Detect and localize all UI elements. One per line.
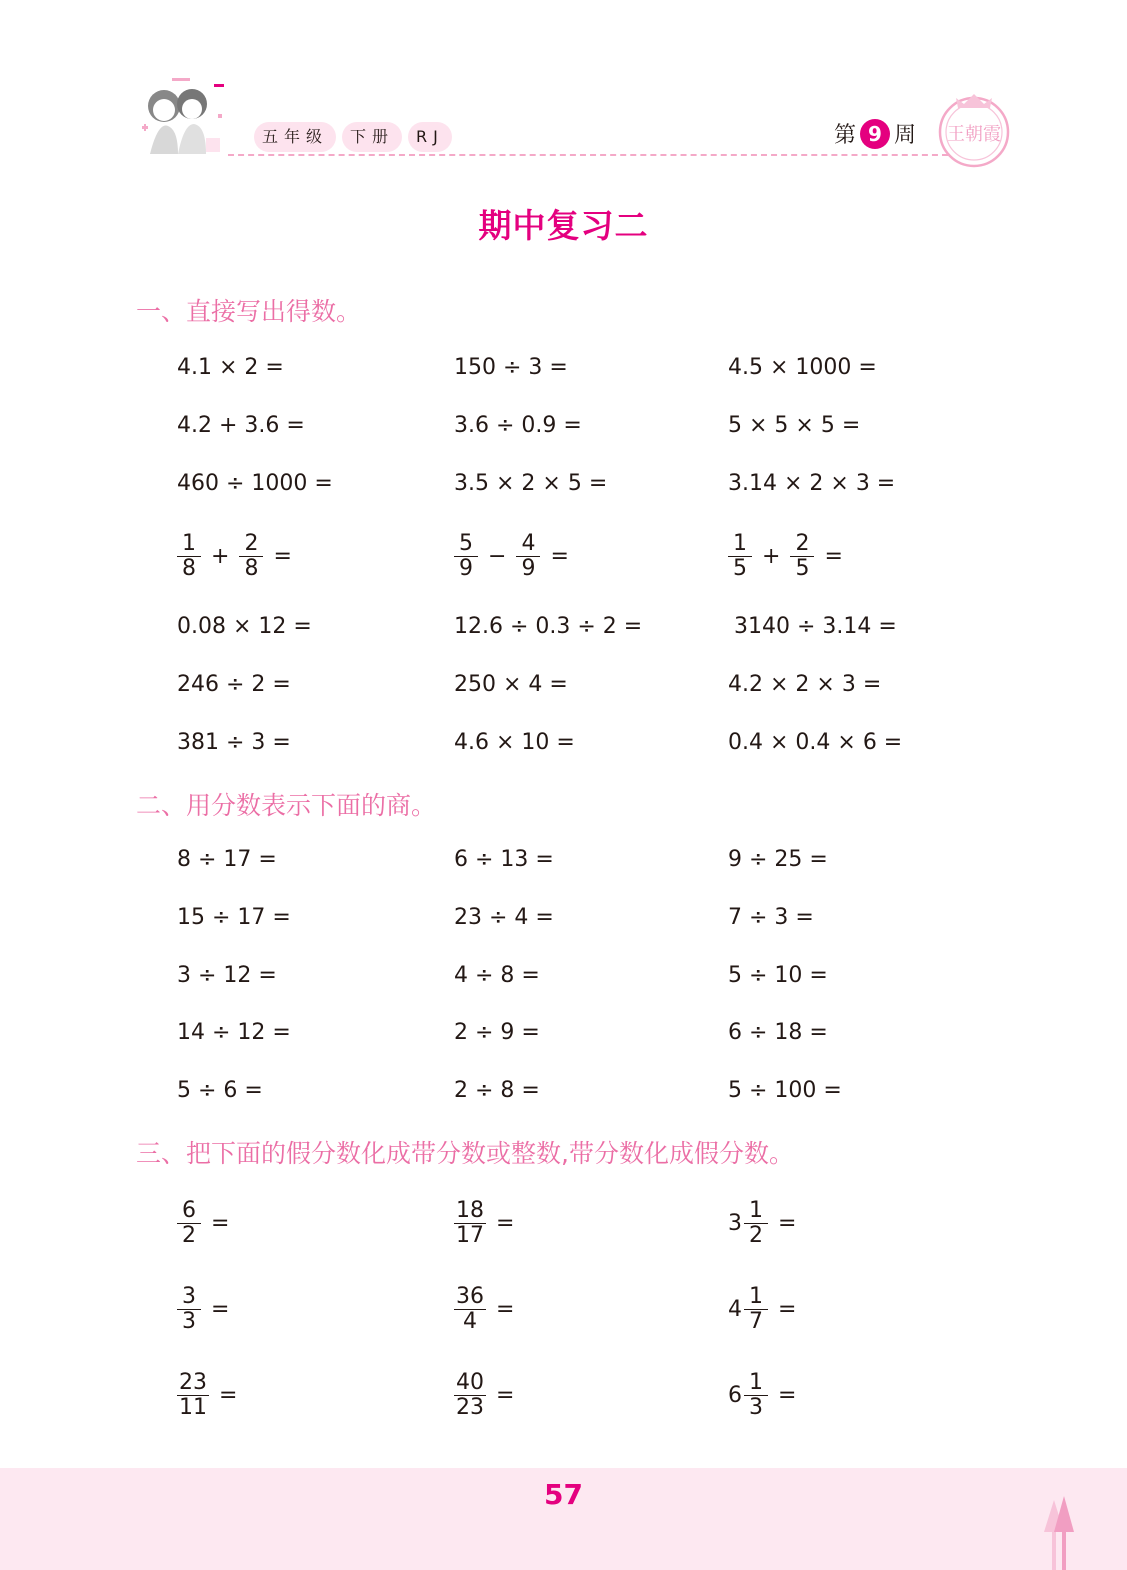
problem: 2 ÷ 9 = <box>454 1020 540 1045</box>
fraction-problem <box>454 526 569 586</box>
whole-part: 3 <box>728 1210 742 1236</box>
problem: 0.08 × 12 = <box>177 614 312 639</box>
mixed-number-problem <box>728 1365 796 1425</box>
mixed-number-problem <box>728 1193 796 1253</box>
s2-row-5 <box>0 1071 1127 1111</box>
fraction: $\frac{2}{5}$ <box>790 532 814 581</box>
fraction: $\frac{18}{17}$ <box>456 1197 484 1248</box>
page-header <box>0 0 1127 175</box>
week-number-badge: 9 <box>860 119 890 149</box>
s3-row-2 <box>0 1279 1127 1339</box>
week-label <box>834 118 916 149</box>
problem: 4.1 × 2 = <box>177 355 284 380</box>
fraction: $\frac{6}{2}$ <box>177 1199 201 1248</box>
seal-text: 王朝霞 <box>947 124 1001 145</box>
fraction: $\frac{1}{3}$ <box>744 1371 768 1420</box>
equals-sign: = <box>778 1296 797 1322</box>
problem: 15 ÷ 17 = <box>177 905 291 930</box>
operator: + <box>762 543 781 569</box>
problem: 4.2 + 3.6 = <box>177 413 305 438</box>
equals-sign: = <box>273 543 292 569</box>
week-suffix: 周 <box>894 123 917 148</box>
equals-sign: = <box>550 543 569 569</box>
problem: 5 ÷ 6 = <box>177 1078 263 1103</box>
operator: − <box>488 543 507 569</box>
problem: 8 ÷ 17 = <box>177 847 277 872</box>
brand-seal <box>934 86 1014 170</box>
s1-row-3 <box>0 464 1127 504</box>
problem: 12.6 ÷ 0.3 ÷ 2 = <box>454 614 643 639</box>
header-divider <box>228 154 948 156</box>
problem: 3140 ÷ 3.14 = <box>734 614 897 639</box>
fraction: $\frac{23}{11}$ <box>179 1369 207 1420</box>
seal-icon <box>934 86 1014 170</box>
problem: 5 ÷ 10 = <box>728 963 828 988</box>
s1-fraction-row <box>0 526 1127 586</box>
fraction: $\frac{1}{7}$ <box>744 1285 768 1334</box>
equals-sign: = <box>824 543 843 569</box>
equals-sign: = <box>496 1210 515 1236</box>
problem: 3 ÷ 12 = <box>177 963 277 988</box>
s1-row-6 <box>0 665 1127 705</box>
s3-row-1 <box>0 1193 1127 1253</box>
problem: 6 ÷ 18 = <box>728 1020 828 1045</box>
whole-part: 6 <box>728 1382 742 1408</box>
s1-row-2 <box>0 406 1127 446</box>
s1-row-7 <box>0 723 1127 763</box>
problem: 0.4 × 0.4 × 6 = <box>728 730 903 755</box>
problem: 381 ÷ 3 = <box>177 730 291 755</box>
fraction: $\frac{1}{8}$ <box>177 532 201 581</box>
s2-row-2 <box>0 898 1127 938</box>
problem: 2 ÷ 8 = <box>454 1078 540 1103</box>
fraction: $\frac{1}{5}$ <box>728 532 752 581</box>
equals-sign: = <box>211 1296 230 1322</box>
section-3-title: 三、把下面的假分数化成带分数或整数,带分数化成假分数。 <box>136 1139 794 1168</box>
page-number: 57 <box>544 1478 583 1511</box>
grade-tags <box>254 122 452 152</box>
problem: 3.5 × 2 × 5 = <box>454 471 608 496</box>
whole-part: 4 <box>728 1296 742 1322</box>
equals-sign: = <box>219 1382 238 1408</box>
equals-sign: = <box>496 1382 515 1408</box>
fraction-problem <box>454 1193 514 1253</box>
problem: 9 ÷ 25 = <box>728 847 828 872</box>
section-2-title: 二、用分数表示下面的商。 <box>136 791 437 820</box>
s3-row-3 <box>0 1365 1127 1425</box>
problem: 4 ÷ 8 = <box>454 963 540 988</box>
operator: + <box>211 543 230 569</box>
fraction-problem <box>728 526 843 586</box>
problem: 250 × 4 = <box>454 672 568 697</box>
fraction: $\frac{1}{2}$ <box>744 1199 768 1248</box>
s1-row-5 <box>0 607 1127 647</box>
edition-tag: RJ <box>408 122 452 152</box>
fraction-problem <box>177 1193 229 1253</box>
equals-sign: = <box>496 1296 515 1322</box>
page-title: 期中复习二 <box>478 206 649 245</box>
problem: 5 ÷ 100 = <box>728 1078 842 1103</box>
fraction-problem <box>177 1279 229 1339</box>
s2-row-3 <box>0 956 1127 996</box>
fraction: $\frac{2}{8}$ <box>239 532 263 581</box>
problem: 4.6 × 10 = <box>454 730 575 755</box>
problem: 23 ÷ 4 = <box>454 905 554 930</box>
mixed-number-problem <box>728 1279 796 1339</box>
s1-row-1 <box>0 348 1127 388</box>
kids-illustration-icon <box>138 74 234 160</box>
fraction-problem <box>177 1365 237 1425</box>
fraction-problem <box>454 1279 514 1339</box>
s2-row-1 <box>0 840 1127 880</box>
fraction: $\frac{5}{9}$ <box>454 532 478 581</box>
fraction: $\frac{4}{9}$ <box>516 532 540 581</box>
equals-sign: = <box>211 1210 230 1236</box>
arrow-up-icon <box>1040 1496 1080 1570</box>
s2-row-4 <box>0 1013 1127 1053</box>
equals-sign: = <box>778 1210 797 1236</box>
problem: 3.14 × 2 × 3 = <box>728 471 896 496</box>
problem: 150 ÷ 3 = <box>454 355 568 380</box>
problem: 246 ÷ 2 = <box>177 672 291 697</box>
problem: 4.2 × 2 × 3 = <box>728 672 882 697</box>
fraction-problem <box>454 1365 514 1425</box>
problem: 3.6 ÷ 0.9 = <box>454 413 582 438</box>
equals-sign: = <box>778 1382 797 1408</box>
grade-tag: 五年级 <box>254 122 336 152</box>
fraction: $\frac{40}{23}$ <box>456 1369 484 1420</box>
fraction: $\frac{36}{4}$ <box>456 1283 484 1334</box>
problem: 4.5 × 1000 = <box>728 355 877 380</box>
problem: 14 ÷ 12 = <box>177 1020 291 1045</box>
problem: 6 ÷ 13 = <box>454 847 554 872</box>
problem: 7 ÷ 3 = <box>728 905 814 930</box>
fraction: $\frac{3}{3}$ <box>177 1285 201 1334</box>
problem: 460 ÷ 1000 = <box>177 471 333 496</box>
problem: 5 × 5 × 5 = <box>728 413 861 438</box>
week-prefix: 第 <box>834 123 857 148</box>
volume-tag: 下册 <box>342 122 402 152</box>
fraction-problem <box>177 526 292 586</box>
section-1-title: 一、直接写出得数。 <box>136 297 362 326</box>
